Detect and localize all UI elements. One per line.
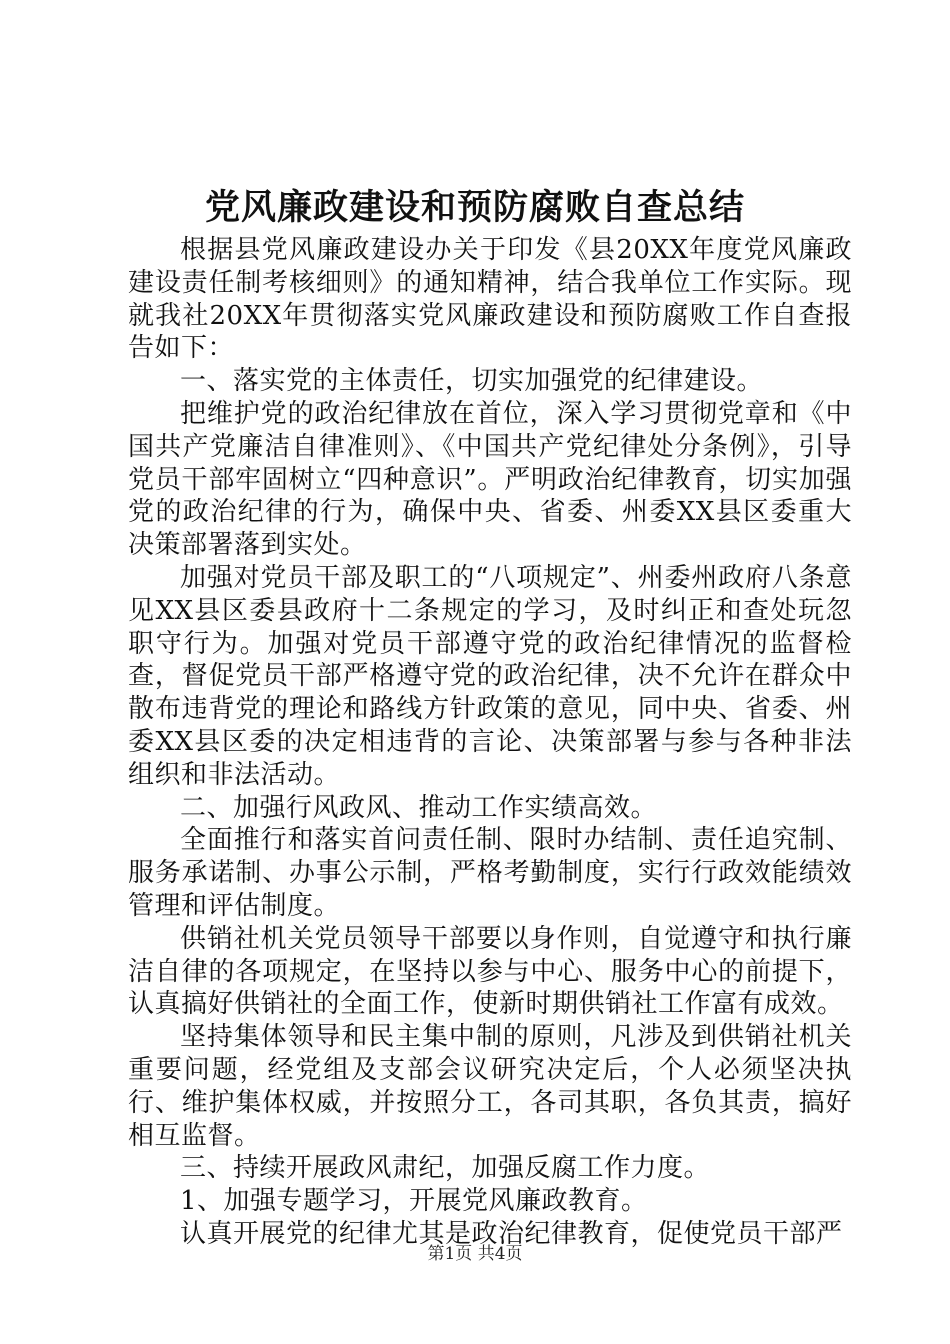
paragraph: 认真开展党的纪律尤其是政治纪律教育，促使党员干部严	[180, 1218, 843, 1249]
section-heading-3: 三、持续开展政风肃纪，加强反腐工作力度。	[180, 1153, 711, 1184]
paragraph: 供销社机关党员领导干部要以身作则，自觉遵守和执行廉洁自律的各项规定，在坚持以参与中心、服务中心的前提下，认真搞好供销社的全面工作，使新时期供销社工作富有成效。	[128, 923, 852, 1020]
paragraph: 全面推行和落实首问责任制、限时办结制、责任追究制、服务承诺制、办事公示制，严格考勤制度，实行行政效能绩效管理和评估制度。	[128, 825, 852, 921]
subsection-heading: 1、加强专题学习，开展党风廉政教育。	[180, 1186, 648, 1217]
document-title: 党风廉政建设和预防腐败自查总结	[204, 188, 745, 228]
paragraph: 加强对党员干部及职工的“八项规定”、州委州政府八条意见XX县区委县政府十二条规定的学习，及时纠正和查处玩忽职守行为。加强对党员干部遵守党的政治纪律情况的监督检查，督促党员干部严格遵守党的政治纪律，决不允许在群众中散布违背党的理论和路线方针政策的意见，同中央、省委、州委XX县区委的决定相违背的言论、决策部署与参与各种非法组织和非法活动。	[128, 562, 852, 790]
section-heading-2: 二、加强行风政风、推动工作实绩高效。	[180, 792, 658, 823]
section-heading-1: 一、落实党的主体责任，切实加强党的纪律建设。	[180, 366, 764, 397]
paragraph: 坚持集体领导和民主集中制的原则，凡涉及到供销社机关重要问题，经党组及支部会议研究决定后，个人必须坚决执行、维护集体权威，并按照分工，各司其职，各负其责，搞好相互监督。	[128, 1022, 852, 1151]
paragraph: 把维护党的政治纪律放在首位，深入学习贯彻党章和《中国共产党廉洁自律准则》、《中国共产党纪律处分条例》，引导党员干部牢固树立“四种意识”。严明政治纪律教育，切实加强党的政治纪律的行为，确保中央、省委、州委XX县区委重大决策部署落到实处。	[128, 398, 852, 561]
document-body	[128, 234, 852, 1251]
paragraph-intro: 根据县党风廉政建设办关于印发《县20XX年度党风廉政建设责任制考核细则》的通知精神，结合我单位工作实际。现就我社20XX年贯彻落实党风廉政建设和预防腐败工作自查报告如下：	[128, 235, 852, 364]
page-footer: 第1页 共4页	[427, 1244, 523, 1264]
